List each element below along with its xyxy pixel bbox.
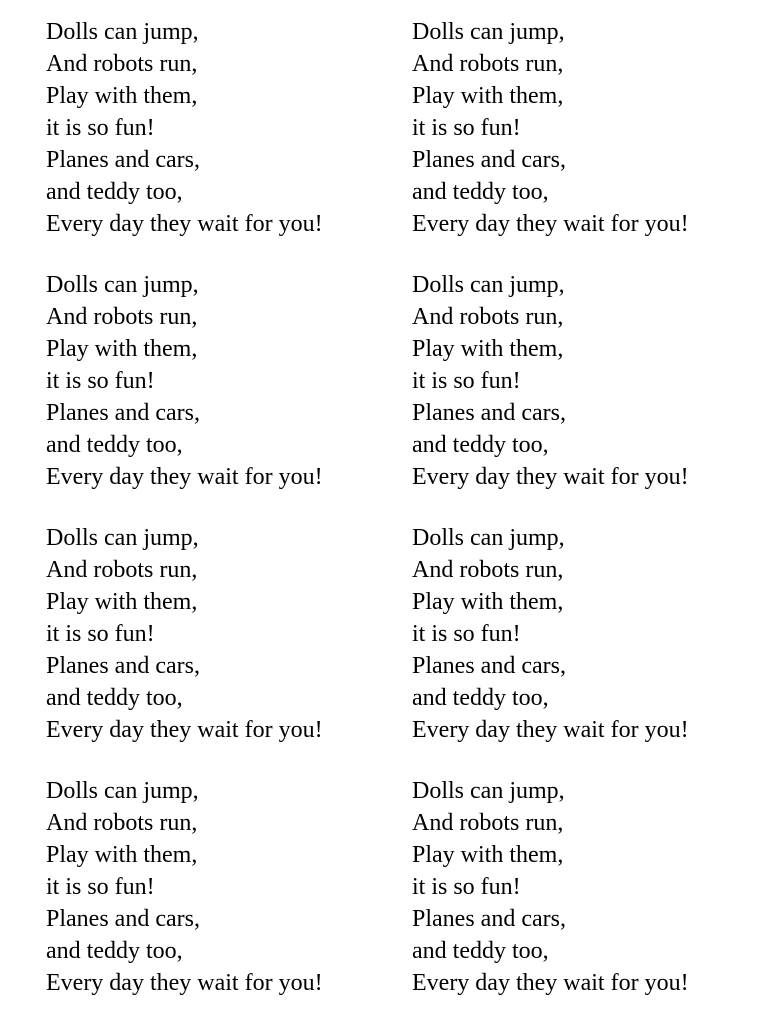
verse-block: [46, 16, 323, 240]
verse-line: And robots run,: [46, 810, 198, 836]
verse-line: And robots run,: [46, 304, 198, 330]
verse-line: Planes and cars,: [412, 653, 566, 679]
verse-line: And robots run,: [412, 810, 564, 836]
verse-line: Planes and cars,: [46, 147, 200, 173]
verse-line: Play with them,: [46, 589, 198, 615]
verse-line: Planes and cars,: [412, 906, 566, 932]
verse-line: Every day they wait for you!: [412, 717, 689, 743]
verse-line: it is so fun!: [412, 621, 521, 647]
verse-block: [46, 269, 323, 493]
verse-line: Dolls can jump,: [46, 272, 199, 298]
verse-line: and teddy too,: [46, 432, 183, 458]
verse-line: and teddy too,: [412, 432, 549, 458]
verse-line: And robots run,: [46, 557, 198, 583]
verse-line: Every day they wait for you!: [46, 717, 323, 743]
verse-line: And robots run,: [412, 51, 564, 77]
verse-line: Planes and cars,: [412, 147, 566, 173]
verse-line: Play with them,: [412, 83, 564, 109]
verse-line: Planes and cars,: [412, 400, 566, 426]
verse-line: And robots run,: [412, 557, 564, 583]
verse-line: and teddy too,: [412, 685, 549, 711]
verse-line: and teddy too,: [412, 179, 549, 205]
verse-line: Planes and cars,: [46, 653, 200, 679]
verse-block: [412, 16, 689, 240]
verse-line: Play with them,: [46, 336, 198, 362]
verse-line: Play with them,: [412, 336, 564, 362]
verse-block: [46, 775, 323, 999]
verse-line: it is so fun!: [46, 621, 155, 647]
verse-line: Dolls can jump,: [412, 19, 565, 45]
verse-line: it is so fun!: [46, 874, 155, 900]
verse-line: Every day they wait for you!: [412, 970, 689, 996]
verse-line: Every day they wait for you!: [412, 464, 689, 490]
verse-line: Play with them,: [46, 842, 198, 868]
verse-line: it is so fun!: [46, 115, 155, 141]
verse-line: Play with them,: [46, 83, 198, 109]
verse-line: it is so fun!: [46, 368, 155, 394]
verse-line: it is so fun!: [412, 874, 521, 900]
verse-block: [412, 269, 689, 493]
verse-line: Dolls can jump,: [412, 272, 565, 298]
verse-line: Planes and cars,: [46, 906, 200, 932]
verse-block: [46, 522, 323, 746]
verse-line: it is so fun!: [412, 115, 521, 141]
verse-line: Every day they wait for you!: [46, 211, 323, 237]
verse-line: Dolls can jump,: [412, 525, 565, 551]
verse-line: Dolls can jump,: [46, 778, 199, 804]
verse-line: and teddy too,: [46, 685, 183, 711]
verse-line: Planes and cars,: [46, 400, 200, 426]
verse-line: and teddy too,: [46, 179, 183, 205]
verse-line: Play with them,: [412, 842, 564, 868]
verse-line: Dolls can jump,: [46, 19, 199, 45]
verse-line: and teddy too,: [46, 938, 183, 964]
verse-line: Every day they wait for you!: [46, 464, 323, 490]
verse-line: Dolls can jump,: [412, 778, 565, 804]
verse-line: And robots run,: [412, 304, 564, 330]
verse-line: Dolls can jump,: [46, 525, 199, 551]
verse-line: Play with them,: [412, 589, 564, 615]
verse-line: And robots run,: [46, 51, 198, 77]
verse-line: Every day they wait for you!: [412, 211, 689, 237]
verse-block: [412, 522, 689, 746]
verse-line: Every day they wait for you!: [46, 970, 323, 996]
verse-line: it is so fun!: [412, 368, 521, 394]
verse-line: and teddy too,: [412, 938, 549, 964]
verse-block: [412, 775, 689, 999]
